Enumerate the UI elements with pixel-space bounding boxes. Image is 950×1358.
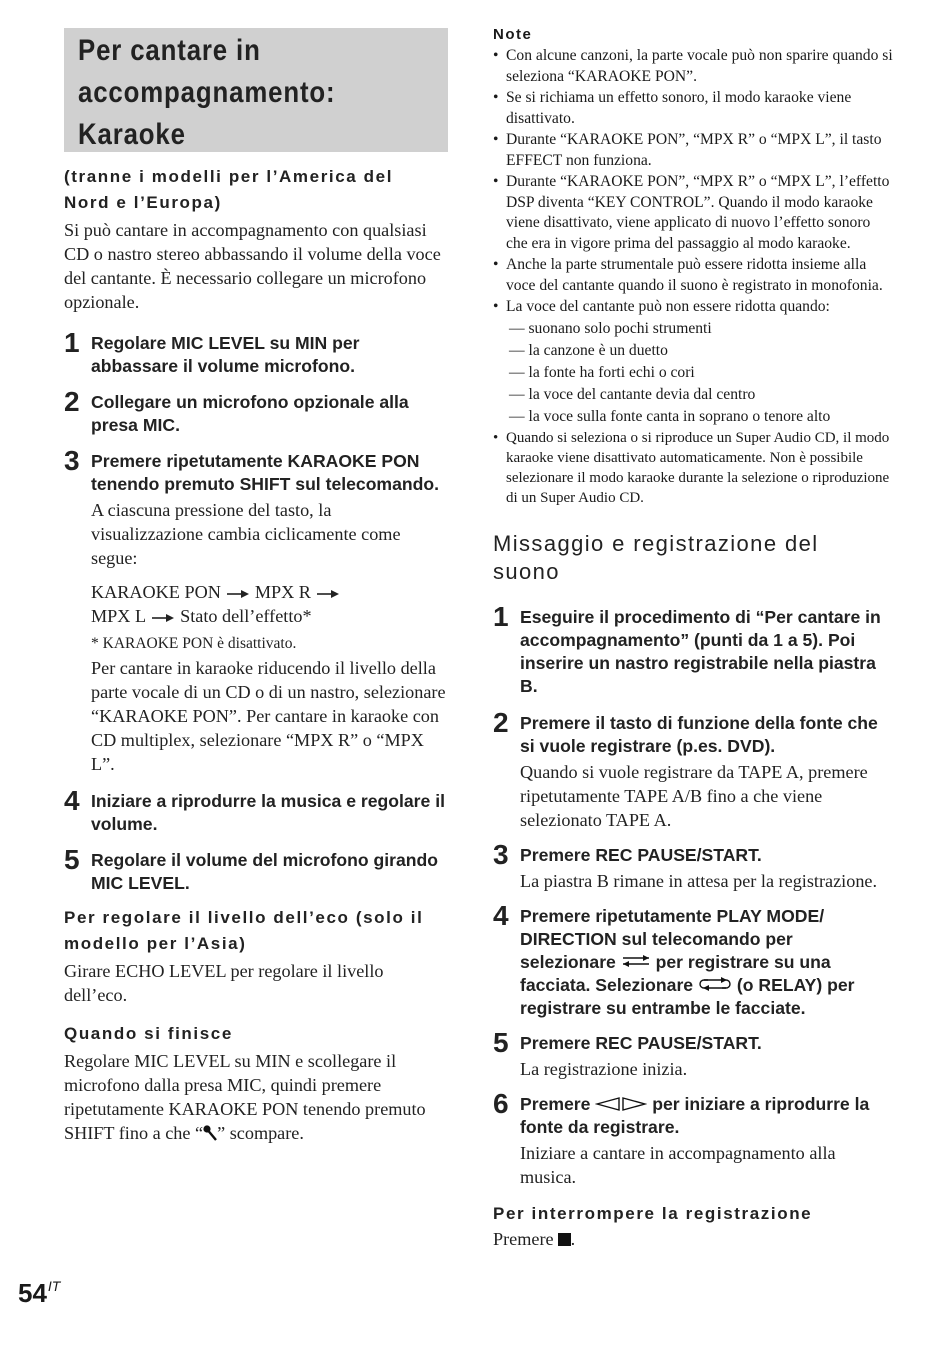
step-number: 2 xyxy=(64,386,80,417)
page-title-line-2: accompagnamento: xyxy=(78,76,336,109)
cycle-item: Stato dell’effetto* xyxy=(180,606,312,626)
step-number: 3 xyxy=(493,838,509,870)
note-item: • La voce del cantante può non essere ridotta quando: xyxy=(493,298,830,315)
recording-section-title xyxy=(493,530,893,586)
page-title-line-3: Karaoke xyxy=(78,118,186,151)
page-title-line-1: Per cantare in xyxy=(78,34,261,67)
rec-step-5 xyxy=(493,1026,893,1081)
arrow-right-icon xyxy=(317,589,339,599)
step-description: Quando si vuole registrare da TAPE A, premere ripetutamente TAPE A/B fino a che viene selezionato TAPE A. xyxy=(520,761,868,830)
note-item: • Quando si seleziona o si riproduce un Super Audio CD, il modo karaoke viene disattivato automaticamente. Non è possibile selezionare il modo karaoke durante la selezione o riproduzione di un Super Audio CD. xyxy=(493,429,890,506)
step-number: 1 xyxy=(493,600,509,632)
step-text: Collegare un microfono opzionale alla presa MIC. xyxy=(91,392,409,435)
step-number: 4 xyxy=(64,785,80,816)
left-column xyxy=(64,28,448,1145)
rec-step-3 xyxy=(493,838,893,893)
step-text: Iniziare a riprodurre la musica e regolare il volume. xyxy=(91,791,445,834)
models-subhead-line-2: Nord e l’Europa) xyxy=(64,193,222,212)
step-description: Iniziare a cantare in accompagnamento alla musica. xyxy=(520,1142,836,1187)
dash-item: — la canzone è un duetto xyxy=(509,341,668,359)
cycle-item: MPX R xyxy=(254,582,311,602)
section-title-line-1: Missaggio e registrazione del xyxy=(493,530,819,556)
stop-paragraph: Premere . xyxy=(493,1228,576,1249)
display-cycle xyxy=(91,580,448,628)
play-both-directions-icon xyxy=(595,1097,647,1111)
step-text: Premere REC PAUSE/START. xyxy=(520,1032,762,1053)
one-side-direction-icon xyxy=(621,955,651,967)
note-item: • Con alcune canzoni, la parte vocale può non sparire quando si seleziona “KARAOKE PON”. xyxy=(493,47,893,85)
intro-paragraph: Si può cantare in accompagnamento con qualsiasi CD o nastro stereo abbassando il volume della voce del cantante. È necessario collegare un microfono opzionale. xyxy=(64,220,441,312)
step-number: 5 xyxy=(493,1026,509,1058)
step-description: La piastra B rimane in attesa per la registrazione. xyxy=(520,870,878,891)
finish-text-b: ” scompare. xyxy=(217,1123,304,1143)
step-number: 1 xyxy=(64,327,80,358)
rec-step-1 xyxy=(493,600,893,698)
step-text: Premere il tasto di funzione della fonte che si vuole registrare (p.es. DVD). xyxy=(520,712,878,756)
step-text: Regolare MIC LEVEL su MIN per abbassare il volume microfono. xyxy=(91,333,360,376)
step-2 xyxy=(64,386,448,437)
dash-item: — la fonte ha forti echi o cori xyxy=(509,363,695,381)
step-number: 4 xyxy=(493,899,509,931)
finish-subhead: Quando si finisce xyxy=(64,1024,233,1043)
step-5 xyxy=(64,844,448,895)
step-1 xyxy=(64,327,448,378)
note-item: • Se si richiama un effetto sonoro, il modo karaoke viene disattivato. xyxy=(493,89,852,127)
note-item: • Durante “KARAOKE PON”, “MPX R” o “MPX L”, il tasto EFFECT non funziona. xyxy=(493,131,882,169)
step-3 xyxy=(64,445,448,776)
echo-subhead xyxy=(64,905,448,957)
echo-paragraph: Girare ECHO LEVEL per regolare il livello dell’eco. xyxy=(64,961,384,1005)
dash-item: — suonano solo pochi strumenti xyxy=(509,319,712,337)
microphone-icon xyxy=(203,1125,217,1141)
step-text: Premere per iniziare a riprodurre la fonte da registrare. xyxy=(520,1093,870,1137)
note-item: • Durante “KARAOKE PON”, “MPX R” o “MPX L”, l’effetto DSP diventa “KEY CONTROL”. Quando il modo karaoke viene disattivato, viene applicato di nuovo l’effetto sonoro che era in vigore prima del passaggio al modo karaoke. xyxy=(493,173,890,252)
step-text: Premere REC PAUSE/START. xyxy=(520,844,762,865)
right-column xyxy=(493,24,893,1251)
rec-step-4 xyxy=(493,899,893,1020)
page-language-suffix: IT xyxy=(47,1278,61,1294)
page-title-box xyxy=(64,28,448,152)
echo-subhead-line-2: modello per l’Asia) xyxy=(64,934,247,953)
step-number: 2 xyxy=(493,706,509,738)
step-3-description: A ciascuna pressione del tasto, la visualizzazione cambia ciclicamente come segue: xyxy=(91,500,401,568)
section-title-line-2: suono xyxy=(493,558,560,584)
rec-step-6 xyxy=(493,1087,893,1189)
step-text: Eseguire il procedimento di “Per cantare in accompagnamento” (punti da 1 a 5). Poi inserire un nastro registrabile nella piastra B. xyxy=(520,606,881,696)
footnote: * KARAOKE PON è disattivato. xyxy=(91,635,297,652)
stop-subhead: Per interrompere la registrazione xyxy=(493,1203,813,1223)
step-description: La registrazione inizia. xyxy=(520,1058,688,1079)
stop-icon xyxy=(558,1233,571,1246)
step-4 xyxy=(64,785,448,836)
dash-item: — la voce del cantante devia dal centro xyxy=(509,385,756,403)
step-text: Premere ripetutamente KARAOKE PON tenendo premuto SHIFT sul telecomando. xyxy=(91,451,439,494)
step-3-extra: Per cantare in karaoke riducendo il livello della parte vocale di un CD o di un nastro, selezionare “KARAOKE PON”. Per cantare in karaoke con CD multiplex, selezionare “MPX R” o “MPX L”. xyxy=(91,658,446,774)
cycle-item: KARAOKE PON xyxy=(91,582,221,602)
arrow-right-icon xyxy=(152,613,174,623)
models-subhead-line-1: (tranne i modelli per l’America del xyxy=(64,167,394,186)
step-number: 5 xyxy=(64,844,80,875)
echo-subhead-line-1: Per regolare il livello dell’eco (solo il xyxy=(64,908,424,927)
notes-heading: Note xyxy=(493,26,533,43)
step-text: Regolare il volume del microfono girando MIC LEVEL. xyxy=(91,850,439,893)
dash-item: — la voce sulla fonte canta in soprano o tenore alto xyxy=(509,407,831,425)
models-subhead xyxy=(64,164,448,216)
cycle-item: MPX L xyxy=(91,606,147,626)
both-sides-direction-icon xyxy=(698,977,732,991)
finish-text-a: Regolare MIC LEVEL su MIN e scollegare il microfono dalla presa MIC, quindi premere ripetutamente KARAOKE PON tenendo premuto SHIFT fino a che “ xyxy=(64,1051,426,1143)
arrow-right-icon xyxy=(227,589,249,599)
step-number: 3 xyxy=(64,445,80,476)
step-text: Premere ripetutamente PLAY MODE/ DIRECTION sul telecomando per selezionare per registrare su una facciata. Selezionare (o RELAY) per registrare su entrambe le facciate. xyxy=(520,905,855,1018)
page-number: $54^{IT}$ xyxy=(18,1278,61,1308)
note-item: • Anche la parte strumentale può essere ridotta insieme alla voce del cantante quando il suono è registrato in monofonia. xyxy=(493,256,883,294)
rec-step-2 xyxy=(493,706,893,832)
step-number: 6 xyxy=(493,1087,509,1119)
finish-paragraph xyxy=(64,1049,448,1145)
